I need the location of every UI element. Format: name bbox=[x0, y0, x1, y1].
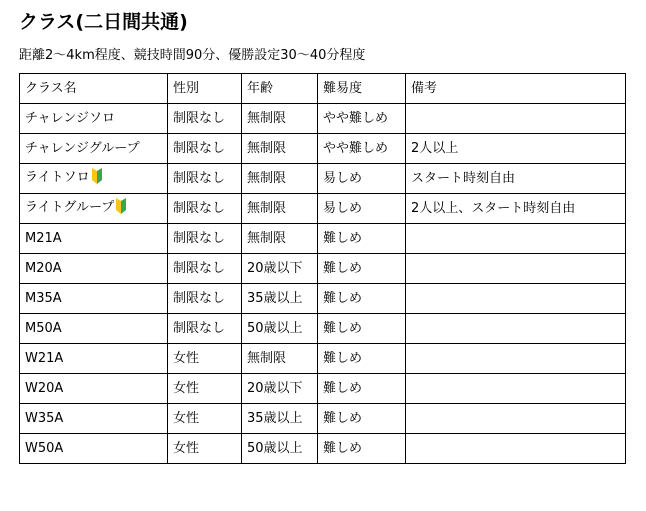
cell-gender-text: 制限なし bbox=[173, 110, 226, 126]
cell-gender-text: 女性 bbox=[173, 410, 200, 426]
cell-class-name bbox=[20, 104, 168, 134]
cell-class-name-text: W50A bbox=[25, 440, 64, 456]
cell-age-text: 20歳以下 bbox=[247, 380, 303, 396]
cell-note bbox=[406, 434, 626, 464]
cell-age bbox=[242, 254, 318, 284]
cell-class-name bbox=[20, 254, 168, 284]
header-age: 年齢 bbox=[242, 74, 318, 104]
cell-difficulty-text: 難しめ bbox=[323, 380, 363, 396]
cell-note-text: 2人以上 bbox=[411, 140, 459, 156]
cell-class-name-text: W20A bbox=[25, 380, 64, 396]
cell-difficulty-text: 難しめ bbox=[323, 260, 363, 276]
cell-difficulty bbox=[318, 434, 406, 464]
cell-class-name bbox=[20, 314, 168, 344]
cell-age-text: 35歳以上 bbox=[247, 290, 303, 306]
cell-age bbox=[242, 344, 318, 374]
table-row bbox=[20, 224, 626, 254]
cell-age bbox=[242, 314, 318, 344]
cell-note bbox=[406, 194, 626, 224]
cell-note bbox=[406, 314, 626, 344]
header-gender: 性別 bbox=[168, 74, 242, 104]
header-note: 備考 bbox=[406, 74, 626, 104]
cell-age-text: 20歳以下 bbox=[247, 260, 303, 276]
cell-gender-text: 制限なし bbox=[173, 200, 226, 216]
cell-difficulty-text: 難しめ bbox=[323, 230, 363, 246]
cell-difficulty-text: 難しめ bbox=[323, 440, 363, 456]
cell-gender bbox=[168, 104, 242, 134]
cell-age bbox=[242, 134, 318, 164]
cell-difficulty bbox=[318, 344, 406, 374]
cell-gender-text: 制限なし bbox=[173, 290, 226, 306]
cell-gender-text: 女性 bbox=[173, 380, 200, 396]
cell-class-name-text: W35A bbox=[25, 410, 64, 426]
cell-difficulty bbox=[318, 134, 406, 164]
cell-gender bbox=[168, 434, 242, 464]
cell-class-name bbox=[20, 284, 168, 314]
cell-note bbox=[406, 284, 626, 314]
cell-class-name-text: チャレンジグループ bbox=[25, 140, 140, 156]
cell-class-name-text: チャレンジソロ bbox=[25, 110, 115, 126]
cell-difficulty bbox=[318, 284, 406, 314]
cell-class-name-text: M50A bbox=[25, 320, 62, 336]
cell-class-name bbox=[20, 344, 168, 374]
header-class-name: クラス名 bbox=[20, 74, 168, 104]
cell-class-name bbox=[20, 434, 168, 464]
table-header-row bbox=[20, 74, 626, 104]
cell-note bbox=[406, 344, 626, 374]
cell-age-text: 50歳以上 bbox=[247, 440, 303, 456]
beginner-mark-icon bbox=[115, 198, 127, 219]
cell-note-text: スタート時刻自由 bbox=[411, 170, 516, 186]
cell-age bbox=[242, 284, 318, 314]
cell-age-text: 50歳以上 bbox=[247, 320, 303, 336]
cell-age-text: 無制限 bbox=[247, 350, 287, 366]
table-row bbox=[20, 284, 626, 314]
cell-difficulty bbox=[318, 254, 406, 284]
cell-age bbox=[242, 434, 318, 464]
cell-class-name bbox=[20, 224, 168, 254]
cell-note bbox=[406, 374, 626, 404]
table-row bbox=[20, 254, 626, 284]
page-title: クラス(二日間共通) bbox=[19, 11, 188, 33]
cell-gender-text: 制限なし bbox=[173, 170, 226, 186]
cell-difficulty bbox=[318, 374, 406, 404]
cell-gender bbox=[168, 134, 242, 164]
table-row bbox=[20, 374, 626, 404]
cell-note bbox=[406, 134, 626, 164]
cell-gender bbox=[168, 404, 242, 434]
cell-note bbox=[406, 224, 626, 254]
table-row bbox=[20, 314, 626, 344]
table-row bbox=[20, 134, 626, 164]
cell-difficulty-text: 易しめ bbox=[323, 170, 363, 186]
cell-difficulty bbox=[318, 164, 406, 194]
cell-gender-text: 制限なし bbox=[173, 230, 226, 246]
cell-age-text: 35歳以上 bbox=[247, 410, 303, 426]
cell-age bbox=[242, 194, 318, 224]
cell-note bbox=[406, 104, 626, 134]
table-row bbox=[20, 434, 626, 464]
cell-gender bbox=[168, 254, 242, 284]
cell-difficulty bbox=[318, 314, 406, 344]
table-row bbox=[20, 344, 626, 374]
cell-class-name-text: W21A bbox=[25, 350, 64, 366]
cell-gender bbox=[168, 194, 242, 224]
table-row bbox=[20, 404, 626, 434]
cell-difficulty-text: 易しめ bbox=[323, 200, 363, 216]
cell-class-name-text: M21A bbox=[25, 230, 62, 246]
cell-class-name bbox=[20, 374, 168, 404]
cell-gender-text: 制限なし bbox=[173, 320, 226, 336]
cell-note bbox=[406, 254, 626, 284]
class-table bbox=[19, 73, 626, 464]
cell-age-text: 無制限 bbox=[247, 170, 287, 186]
cell-gender bbox=[168, 224, 242, 254]
cell-age bbox=[242, 224, 318, 254]
cell-class-name bbox=[20, 404, 168, 434]
cell-class-name-text: M20A bbox=[25, 260, 62, 276]
cell-gender bbox=[168, 164, 242, 194]
cell-gender bbox=[168, 344, 242, 374]
page-subtitle: 距離2～4km程度、競技時間90分、優勝設定30～40分程度 bbox=[19, 48, 366, 63]
cell-age bbox=[242, 104, 318, 134]
cell-note-text: 2人以上、スタート時刻自由 bbox=[411, 200, 576, 216]
cell-difficulty-text: 難しめ bbox=[323, 350, 363, 366]
cell-difficulty-text: 難しめ bbox=[323, 410, 363, 426]
table-row bbox=[20, 104, 626, 134]
cell-class-name bbox=[20, 194, 168, 224]
cell-difficulty bbox=[318, 224, 406, 254]
cell-age-text: 無制限 bbox=[247, 110, 287, 126]
cell-class-name bbox=[20, 164, 168, 194]
header-difficulty: 難易度 bbox=[318, 74, 406, 104]
cell-gender-text: 女性 bbox=[173, 440, 200, 456]
cell-difficulty-text: やや難しめ bbox=[323, 140, 389, 156]
cell-difficulty-text: 難しめ bbox=[323, 290, 363, 306]
cell-age-text: 無制限 bbox=[247, 230, 287, 246]
table-body bbox=[20, 104, 626, 464]
cell-age bbox=[242, 164, 318, 194]
cell-difficulty-text: やや難しめ bbox=[323, 110, 389, 126]
cell-age-text: 無制限 bbox=[247, 140, 287, 156]
cell-note bbox=[406, 404, 626, 434]
cell-note bbox=[406, 164, 626, 194]
cell-gender-text: 制限なし bbox=[173, 140, 226, 156]
cell-difficulty bbox=[318, 194, 406, 224]
cell-difficulty bbox=[318, 104, 406, 134]
cell-gender bbox=[168, 284, 242, 314]
cell-difficulty-text: 難しめ bbox=[323, 320, 363, 336]
cell-difficulty bbox=[318, 404, 406, 434]
cell-gender-text: 女性 bbox=[173, 350, 200, 366]
cell-class-name-text: ライトソロ bbox=[25, 170, 90, 185]
cell-class-name bbox=[20, 134, 168, 164]
cell-age bbox=[242, 374, 318, 404]
beginner-mark-icon bbox=[91, 168, 103, 189]
cell-class-name-text: M35A bbox=[25, 290, 62, 306]
cell-age-text: 無制限 bbox=[247, 200, 287, 216]
table-row bbox=[20, 194, 626, 224]
table-row bbox=[20, 164, 626, 194]
cell-age bbox=[242, 404, 318, 434]
cell-gender bbox=[168, 374, 242, 404]
cell-class-name-text: ライトグループ bbox=[25, 200, 115, 215]
cell-gender bbox=[168, 314, 242, 344]
cell-gender-text: 制限なし bbox=[173, 260, 226, 276]
